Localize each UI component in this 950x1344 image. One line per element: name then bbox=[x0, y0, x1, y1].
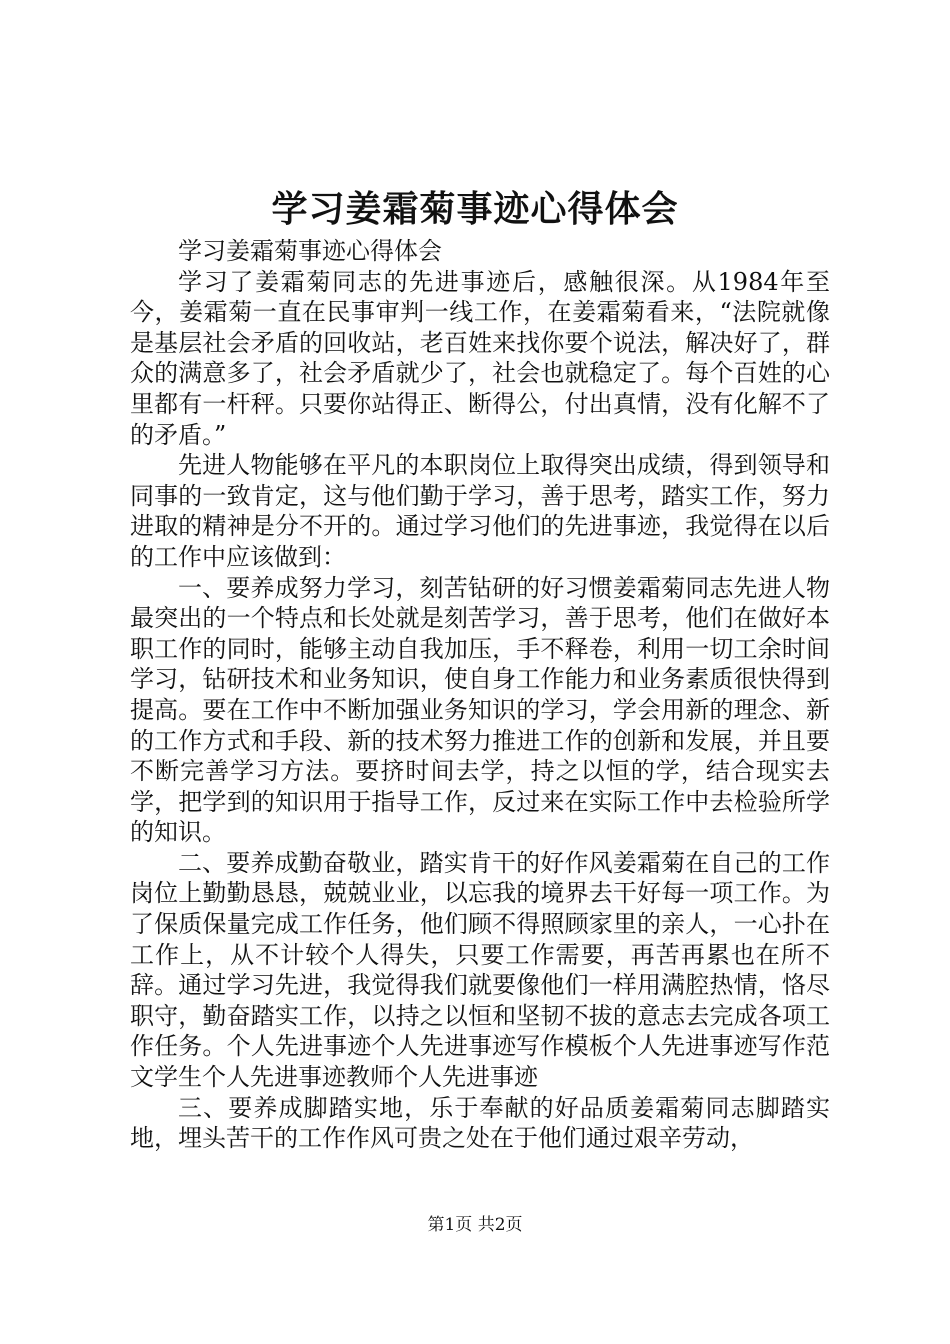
document-title: 学习姜霜菊事迹心得体会 bbox=[271, 188, 679, 230]
page-footer: 第1页 共2页 bbox=[427, 1215, 523, 1235]
paragraph-point-one: 一、要养成努力学习，刻苦钻研的好习惯姜霜菊同志先进人物最突出的一个特点和长处就是刻苦学习，善于思考，他们在做好本职工作的同时，能够主动自我加压，手不释卷，利用一切工余时间学习，钻研技术和业务知识，使自身工作能力和业务素质很快得到提高。要在工作中不断加强业务知识的学习，学会用新的理念、新的工作方式和手段、新的技术努力推进工作的创新和发展，并且要不断完善学习方法。要挤时间去学，持之以恒的学，结合现实去学，把学到的知识用于指导工作，反过来在实际工作中去检验所学的知识。 bbox=[130, 573, 830, 847]
paragraph-subtitle: 学习姜霜菊事迹心得体会 bbox=[178, 237, 442, 265]
paragraph-intro: 学习了姜霜菊同志的先进事迹后，感触很深。从1984年至今，姜霜菊一直在民事审判一线工作，在姜霜菊看来，“法院就像是基层社会矛盾的回收站，老百姓来找你要个说法，解决好了，群众的满意多了，社会矛盾就少了，社会也就稳定了。每个百姓的心里都有一杆秤。只要你站得正、断得公，付出真情，没有化解不了的矛盾。” bbox=[130, 267, 830, 449]
paragraph-reflection: 先进人物能够在平凡的本职岗位上取得突出成绩，得到领导和同事的一致肯定，这与他们勤于学习，善于思考，踏实工作，努力进取的精神是分不开的。通过学习他们的先进事迹，我觉得在以后的工作中应该做到： bbox=[130, 451, 830, 571]
paragraph-point-three: 三、要养成脚踏实地，乐于奉献的好品质姜霜菊同志脚踏实地，埋头苦干的工作作风可贵之处在于他们通过艰辛劳动， bbox=[130, 1093, 830, 1153]
document-body bbox=[130, 236, 830, 1154]
paragraph-point-two: 二、要养成勤奋敬业，踏实肯干的好作风姜霜菊在自己的工作岗位上勤勤恳恳，兢兢业业，以忘我的境界去干好每一项工作。为了保质保量完成工作任务，他们顾不得照顾家里的亲人，一心扑在工作上，从不计较个人得失，只要工作需要，再苦再累也在所不辞。通过学习先进，我觉得我们就要像他们一样用满腔热情，恪尽职守，勤奋踏实工作，以持之以恒和坚韧不拔的意志去完成各项工作任务。个人先进事迹个人先进事迹写作模板个人先进事迹写作范文学生个人先进事迹教师个人先进事迹 bbox=[130, 848, 830, 1092]
